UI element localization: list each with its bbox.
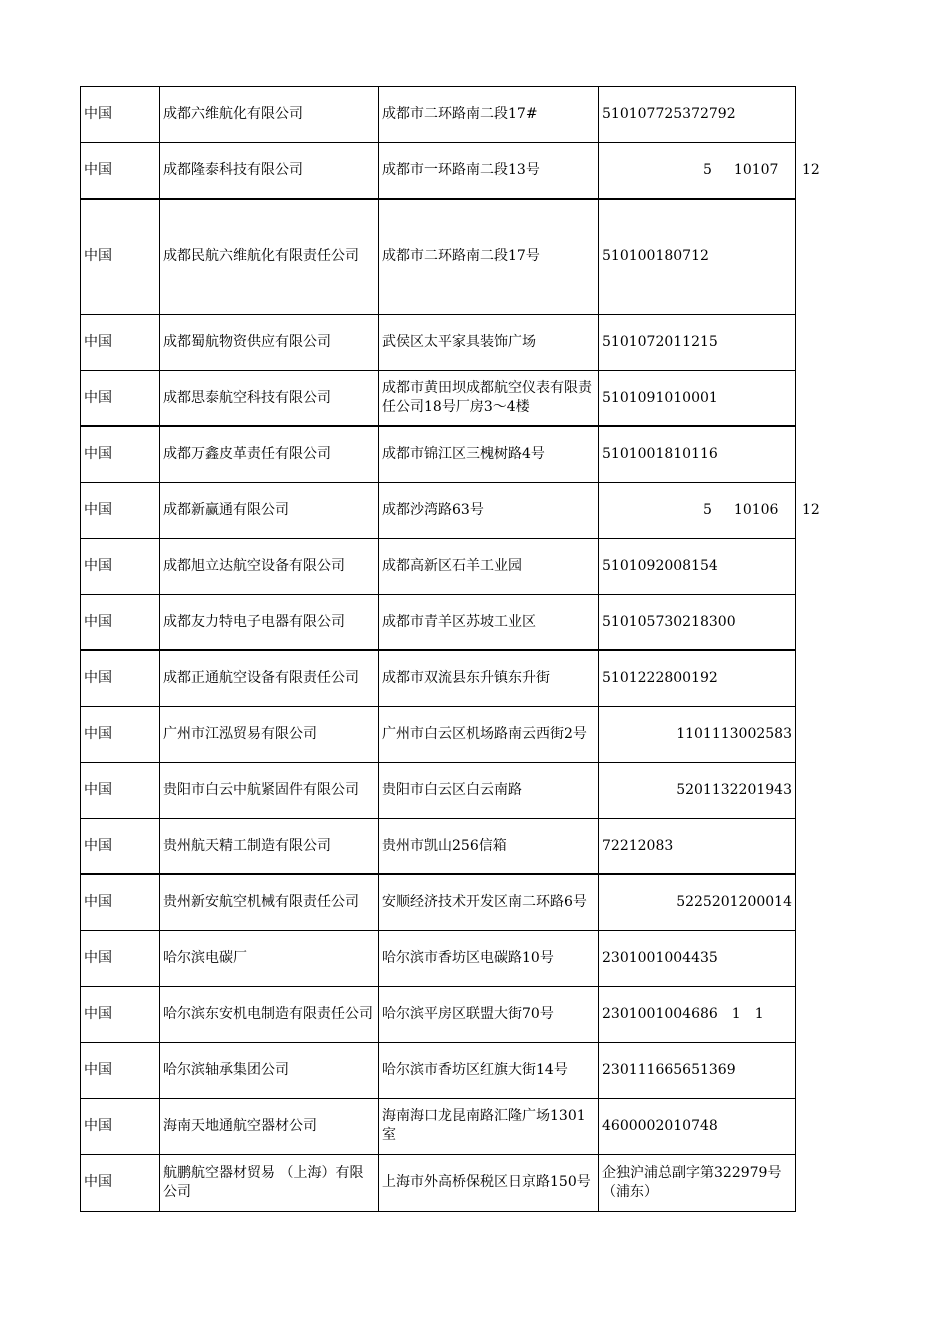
company-cell: 成都新赢通有限公司 [160, 482, 379, 538]
company-cell: 贵州航天精工制造有限公司 [160, 818, 379, 874]
address-cell: 成都沙湾路63号 [379, 482, 599, 538]
company-cell: 成都六维航化有限公司 [160, 86, 379, 142]
code-part-a: 5 [703, 161, 712, 178]
country-cell: 中国 [80, 594, 160, 650]
country-cell: 中国 [80, 762, 160, 818]
country-cell: 中国 [80, 1042, 160, 1098]
code-cell: 5201132201943 [599, 762, 796, 818]
code-tail-a: 1 [731, 1005, 741, 1022]
company-cell: 成都思泰航空科技有限公司 [160, 370, 379, 426]
code-cell: 5101001810116 [599, 426, 796, 482]
company-cell: 广州市江泓贸易有限公司 [160, 706, 379, 762]
country-cell: 中国 [80, 538, 160, 594]
address-cell: 贵州市凯山256信箱 [379, 818, 599, 874]
company-cell: 贵阳市白云中航紧固件有限公司 [160, 762, 379, 818]
code-main: 2301001004686 [602, 1005, 718, 1022]
address-cell: 成都高新区石羊工业园 [379, 538, 599, 594]
country-cell: 中国 [80, 1098, 160, 1154]
address-cell: 广州市白云区机场路南云西街2号 [379, 706, 599, 762]
code-cell: 4600002010748 [599, 1098, 796, 1154]
code-cell: 510105730218300 [599, 594, 796, 650]
code-cell [599, 482, 796, 538]
company-cell: 成都蜀航物资供应有限公司 [160, 314, 379, 370]
address-cell: 哈尔滨市香坊区电碳路10号 [379, 930, 599, 986]
address-cell: 上海市外高桥保税区日京路150号 [379, 1154, 599, 1211]
company-cell: 成都万鑫皮革责任有限公司 [160, 426, 379, 482]
address-cell: 成都市青羊区苏坡工业区 [379, 594, 599, 650]
company-cell: 成都民航六维航化有限责任公司 [160, 198, 379, 314]
code-cell: 510100180712 [599, 198, 796, 314]
overflow-cell: 12 [802, 161, 820, 178]
country-cell: 中国 [80, 426, 160, 482]
address-cell: 哈尔滨市香坊区红旗大街14号 [379, 1042, 599, 1098]
code-cell: 企独沪浦总副字第322979号（浦东） [599, 1154, 796, 1211]
table-bottom-border [80, 1211, 796, 1212]
company-cell: 海南天地通航空器材公司 [160, 1098, 379, 1154]
code-tail-b: 1 [754, 1005, 764, 1022]
address-cell: 海南海口龙昆南路汇隆广场1301室 [379, 1098, 599, 1154]
address-cell: 哈尔滨平房区联盟大街70号 [379, 986, 599, 1042]
address-cell: 成都市一环路南二段13号 [379, 142, 599, 198]
country-cell: 中国 [80, 1154, 160, 1211]
company-cell: 成都友力特电子电器有限公司 [160, 594, 379, 650]
address-cell: 成都市锦江区三槐树路4号 [379, 426, 599, 482]
country-cell: 中国 [80, 986, 160, 1042]
address-cell: 安顺经济技术开发区南二环路6号 [379, 874, 599, 930]
country-cell: 中国 [80, 650, 160, 706]
company-cell: 哈尔滨东安机电制造有限责任公司 [160, 986, 379, 1042]
code-cell [599, 986, 796, 1042]
company-cell: 成都隆泰科技有限公司 [160, 142, 379, 198]
country-cell: 中国 [80, 818, 160, 874]
company-cell: 航鹏航空器材贸易 （上海）有限公司 [160, 1154, 379, 1211]
code-cell: 1101113002583 [599, 706, 796, 762]
code-cell: 5225201200014 [599, 874, 796, 930]
country-cell: 中国 [80, 86, 160, 142]
code-part-a: 5 [703, 501, 712, 518]
code-cell: 5101091010001 [599, 370, 796, 426]
code-cell: 510107725372792 [599, 86, 796, 142]
company-cell: 哈尔滨电碳厂 [160, 930, 379, 986]
address-cell: 贵阳市白云区白云南路 [379, 762, 599, 818]
code-cell: 230111665651369 [599, 1042, 796, 1098]
country-cell: 中国 [80, 874, 160, 930]
code-part-b: 10107 [733, 161, 779, 178]
address-cell: 成都市二环路南二段17# [379, 86, 599, 142]
company-cell: 成都旭立达航空设备有限公司 [160, 538, 379, 594]
country-cell: 中国 [80, 198, 160, 314]
address-cell: 武侯区太平家具装饰广场 [379, 314, 599, 370]
code-cell [599, 142, 796, 198]
country-cell: 中国 [80, 706, 160, 762]
company-cell: 哈尔滨轴承集团公司 [160, 1042, 379, 1098]
address-cell: 成都市二环路南二段17号 [379, 198, 599, 314]
code-part-b: 10106 [733, 501, 779, 518]
country-cell: 中国 [80, 482, 160, 538]
code-cell: 72212083 [599, 818, 796, 874]
company-cell: 贵州新安航空机械有限责任公司 [160, 874, 379, 930]
country-cell: 中国 [80, 370, 160, 426]
address-cell: 成都市双流县东升镇东升街 [379, 650, 599, 706]
address-cell: 成都市黄田坝成都航空仪表有限责任公司18号厂房3～4楼 [379, 370, 599, 426]
country-cell: 中国 [80, 142, 160, 198]
country-cell: 中国 [80, 314, 160, 370]
code-cell: 2301001004435 [599, 930, 796, 986]
overflow-cell: 12 [802, 501, 820, 518]
country-cell: 中国 [80, 930, 160, 986]
code-cell: 5101092008154 [599, 538, 796, 594]
code-cell: 5101222800192 [599, 650, 796, 706]
company-cell: 成都正通航空设备有限责任公司 [160, 650, 379, 706]
code-cell: 5101072011215 [599, 314, 796, 370]
